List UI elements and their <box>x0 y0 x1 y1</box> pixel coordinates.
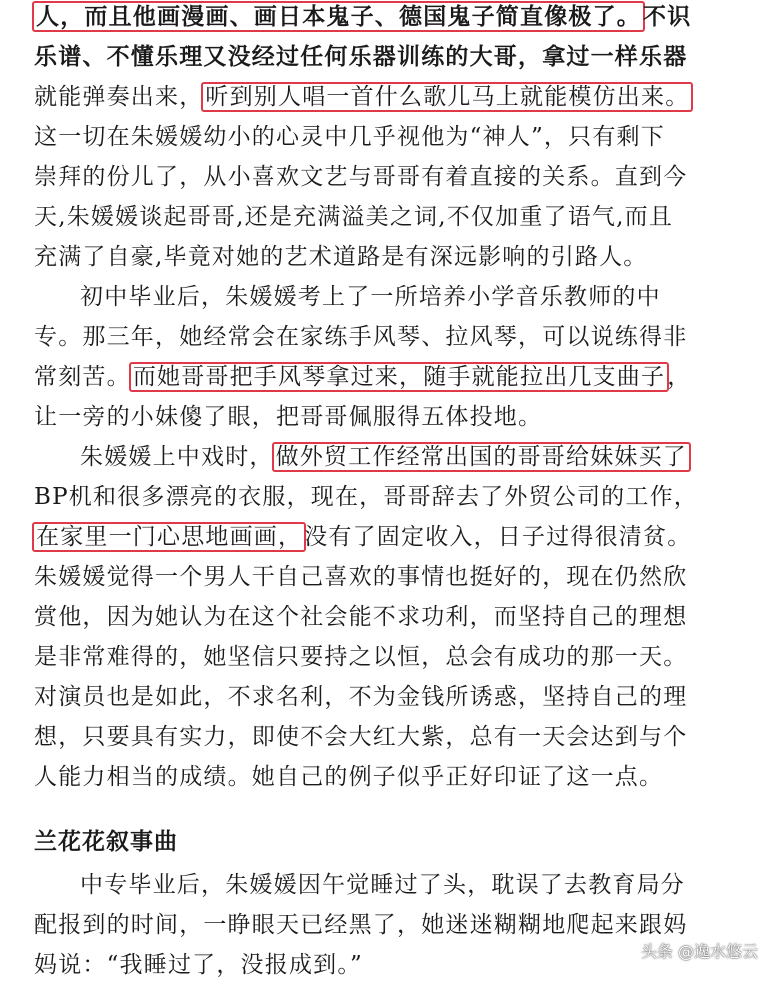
line-text: 妈说：“我睡过了，没报成到。” <box>34 952 364 978</box>
line-text: 不识 <box>643 3 692 30</box>
text-line <box>34 237 648 277</box>
line-text: 人能力相当的成绩。她自己的例子似乎正好印证了这一点。 <box>34 764 664 790</box>
text-line <box>80 865 685 905</box>
text-line <box>34 197 673 237</box>
text-line <box>80 277 661 317</box>
section-heading: 兰花花叙事曲 <box>34 828 178 855</box>
text-line <box>34 717 687 757</box>
text-line <box>34 77 691 117</box>
line-text: 朱媛媛上中戏时， <box>80 444 274 470</box>
line-text: 中专毕业后，朱媛媛因午觉睡过了头，耽误了去教育局分 <box>80 872 685 898</box>
highlighted-phrase: 做外贸工作经常出国的哥哥给妹妹买了 <box>272 442 691 472</box>
text-line <box>34 597 687 637</box>
text-line <box>34 517 691 557</box>
line-text: 这一切在朱媛媛幼小的心灵中几乎视他为“神人”，只有剩下 <box>34 124 665 150</box>
text-line <box>34 905 687 945</box>
line-text: 乐谱、不懂乐理又没经过任何乐器训练的大哥，拿过一样乐器 <box>34 43 688 70</box>
text-line <box>34 157 687 197</box>
text-line <box>34 0 691 37</box>
text-line <box>34 757 663 797</box>
line-text: 初中毕业后，朱媛媛考上了一所培养小学音乐教师的中 <box>80 284 661 310</box>
line-text: 对演员也是如此，不求名利，不为金钱所诱惑，坚持自己的理 <box>34 684 688 710</box>
line-text: 充满了自豪,毕竟对她的艺术道路是有深远影响的引路人。 <box>34 244 648 270</box>
text-line <box>34 397 542 437</box>
line-text: 想，只要具有实力，即使不会大红大紫，总有一天会达到与个 <box>34 724 688 750</box>
highlighted-phrase: 人，而且他画漫画、画日本鬼子、德国鬼子简直像极了。 <box>32 1 645 32</box>
text-line <box>34 677 687 717</box>
text-line <box>34 557 687 597</box>
highlighted-phrase: 听到别人唱一首什么歌儿马上就能模仿出来。 <box>201 82 693 112</box>
text-line <box>34 637 687 677</box>
line-text: 就能弹奏出来， <box>34 84 204 110</box>
text-line <box>80 437 689 477</box>
line-text: 让一旁的小妹傻了眼，把哥哥佩服得五体投地。 <box>34 404 543 430</box>
highlighted-phrase: 而她哥哥把手风琴拿过来，随手就能拉出几支曲子 <box>129 362 669 392</box>
line-text: 常刻苦。 <box>34 364 131 390</box>
line-text: 配报到的时间，一睁眼天已经黑了，她迷迷糊糊地爬起来跟妈 <box>34 912 688 938</box>
line-text: 专。那三年，她经常会在家练手风琴、拉风琴，可以说练得非 <box>34 324 688 350</box>
line-text: 朱媛媛觉得一个男人干自己喜欢的事情也挺好的，现在仍然欣 <box>34 564 688 590</box>
line-text: 没有了固定收入，日子过得很清贫。 <box>304 524 692 550</box>
line-text: 崇拜的份儿了，从小喜欢文艺与哥哥有着直接的关系。直到今 <box>34 164 688 190</box>
text-line <box>34 317 687 357</box>
text-line <box>34 117 665 157</box>
line-text: 天,朱媛媛谈起哥哥,还是充满溢美之词,不仅加重了语气,而且 <box>34 204 674 230</box>
line-text: ， <box>667 364 692 390</box>
line-text: 是非常难得的，她坚信只要持之以恒，总会有成功的那一天。 <box>34 644 688 670</box>
text-line <box>34 357 691 397</box>
text-line <box>34 945 363 985</box>
text-line <box>34 477 698 517</box>
highlighted-phrase: 在家里一门心思地画画， <box>32 522 306 552</box>
line-text: BP机和很多漂亮的衣服，现在，哥哥辞去了外贸公司的工作， <box>34 484 698 510</box>
source-watermark: 头条 @逸水悠云 <box>640 942 758 961</box>
text-line <box>34 37 687 77</box>
line-text: 赏他，因为她认为在这个社会能不求功利，而坚持自己的理想 <box>34 604 688 630</box>
